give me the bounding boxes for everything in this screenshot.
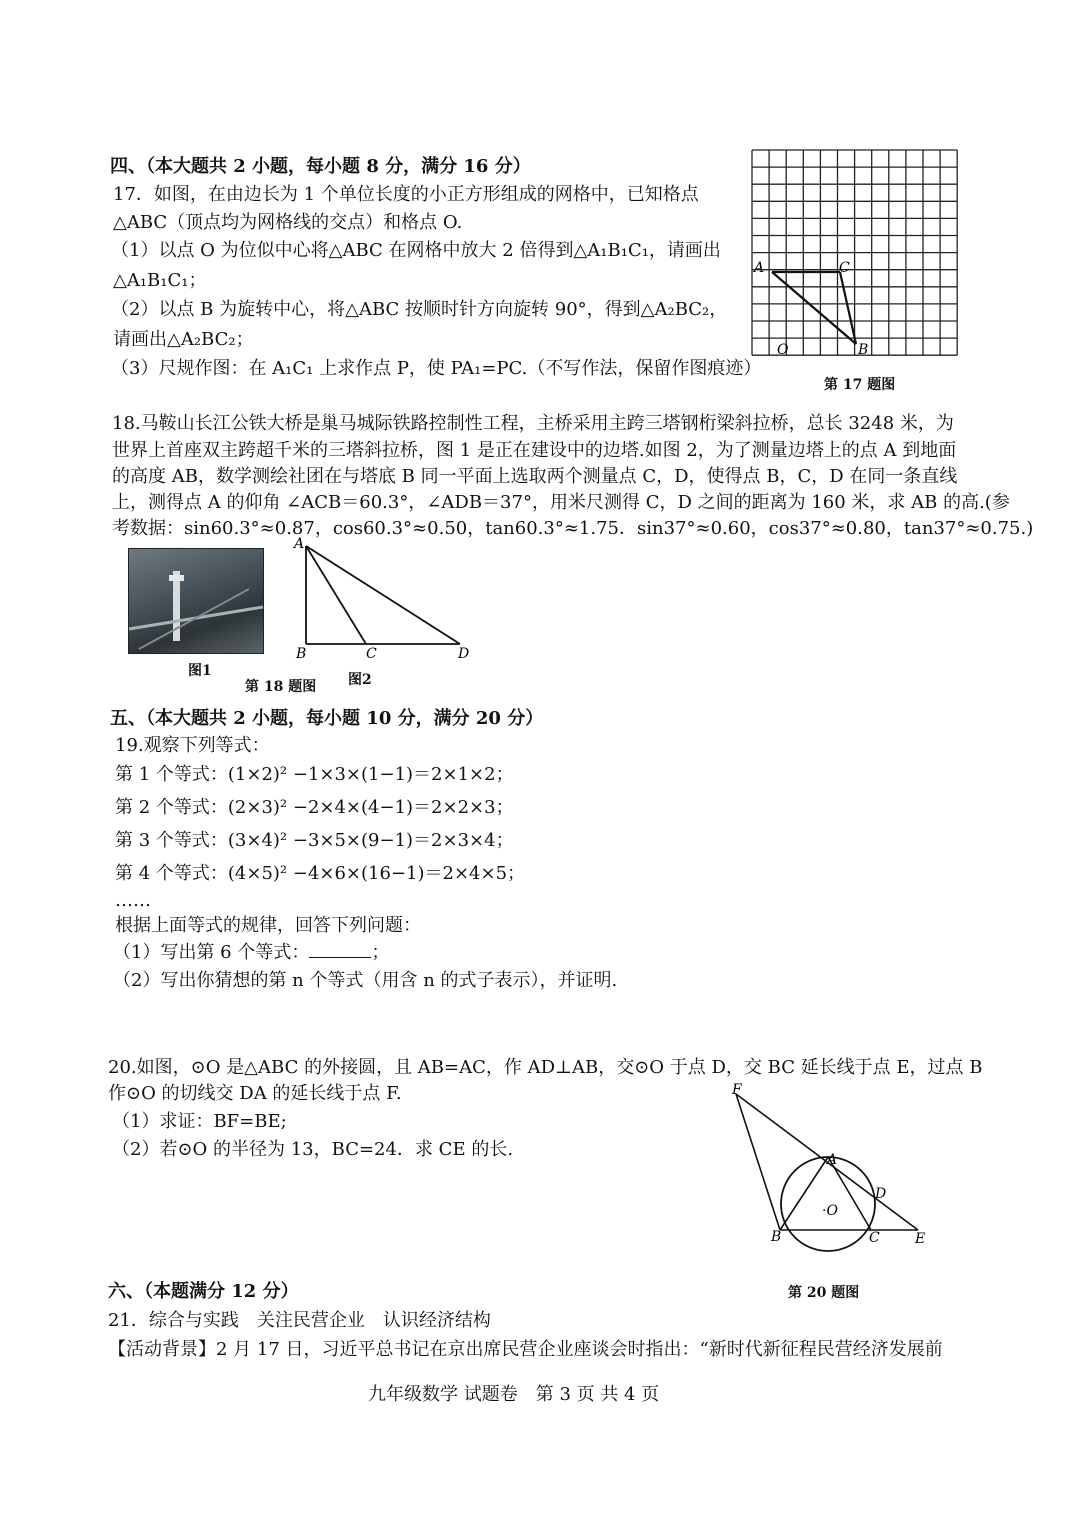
q19-part1-end: ； [371,942,390,963]
q21-title: 21．综合与实践 关注民营企业 认识经济结构 [108,1310,491,1331]
q18-line1: 18.马鞍山长江公铁大桥是巢马城际铁路控制性工程，主桥采用主跨三塔钢桁梁斜拉桥，总长 3248 米，为 [112,413,954,434]
q18-bridge-photo [128,548,264,654]
q18-label-b: B [296,646,307,662]
q19-part2: （2）写出你猜想的第 n 个等式（用含 n 的式子表示），并证明. [113,970,618,991]
q17-grid-figure [748,148,968,364]
q19-equation-3: 第 3 个等式：(3×4)² −3×5×(9−1)＝2×3×4； [115,830,514,851]
q20-label-a: A [827,1152,838,1168]
q19-part1-text: （1）写出第 6 个等式： [113,942,310,963]
q19-ellipsis: …… [115,890,151,911]
q18-line5: 考数据：sin60.3°≈0.87，cos60.3°≈0.50，tan60.3°≈1.75．sin37°≈0.60，cos37°≈0.80，tan37°≈0.75.) [112,518,1034,539]
q17-stem-line1: 17．如图，在由边长为 1 个单位长度的小正方形组成的网格中，已知格点 [113,184,699,205]
q20-label-o: ·O [822,1203,838,1219]
q19-answer-blank[interactable] [309,941,371,958]
q19-intro: 19.观察下列等式： [115,735,270,756]
q20-segment-ab [780,1157,828,1230]
q18-segment-ad [306,546,460,644]
q20-tangent-bf [736,1094,780,1230]
q17-label-c: C [839,260,850,276]
q18-line4: 上，测得点 A 的仰角 ∠ACB＝60.3°，∠ADB＝37°，用米尺测得 C，D 之间的距离为 160 米，求 AB 的高.(参 [112,492,1010,513]
q19-part1 [113,941,389,965]
q20-label-b: B [771,1229,782,1245]
q19-equation-4: 第 4 个等式：(4×5)² −4×6×(16−1)＝2×4×5； [115,863,526,884]
q18-line2: 世界上首座双主跨超千米的三塔斜拉桥，图 1 是正在建设中的边塔.如图 2，为了测量边塔上的点 A 到地面 [112,440,957,461]
page-footer: 九年级数学 试题卷 第 3 页 共 4 页 [368,1384,660,1405]
q20-figure-caption: 第 20 题图 [788,1285,860,1301]
q20-line2: 作⊙O 的切线交 DA 的延长线于点 F. [108,1083,402,1104]
q20-part1: （1）求证：BF=BE; [112,1111,287,1132]
q20-label-e: E [915,1231,926,1247]
q18-segment-ac [306,546,366,644]
q18-line3: 的高度 AB，数学测绘社团在与塔底 B 同一平面上选取两个测量点 C，D，使得点 B，C，D 在同一条直线 [112,466,958,487]
section-5-heading: 五、（本大题共 2 小题，每小题 10 分，满分 20 分） [110,708,544,729]
q20-part2: （2）若⊙O 的半径为 13，BC=24．求 CE 的长. [112,1139,514,1160]
q18-figure-caption: 第 18 题图 [245,679,317,695]
q17-label-a: A [754,260,765,276]
q18-label-c: C [366,646,377,662]
q17-part2-line1: （2）以点 B 为旋转中心，将△ABC 按顺时针方向旋转 90°，得到△A₂BC₂， [111,299,728,320]
q19-equation-2: 第 2 个等式：(2×3)² −2×4×(4−1)＝2×2×3； [115,797,514,818]
q18-fig1-label: 图1 [188,663,212,679]
q20-label-c: C [869,1230,880,1246]
q18-fig2-label: 图2 [348,672,372,688]
section-4-heading: 四、（本大题共 2 小题，每小题 8 分，满分 16 分） [110,156,531,177]
q17-stem-line2: △ABC（顶点均为网格线的交点）和格点 O. [113,212,463,233]
q20-circle-figure [728,1084,938,1264]
section-6-heading: 六、（本题满分 12 分） [108,1281,299,1302]
q18-label-d: D [458,646,470,662]
q19-ask: 根据上面等式的规律，回答下列问题： [115,915,421,936]
q18-triangle-figure [290,536,480,666]
q17-part2-line2: 请画出△A₂BC₂； [113,329,254,350]
q20-label-f: F [732,1082,742,1098]
q19-equation-1: 第 1 个等式：(1×2)² −1×3×(1−1)＝2×1×2； [115,764,514,785]
q17-figure-caption: 第 17 题图 [824,377,896,393]
q20-label-d: D [875,1186,887,1202]
q20-line1: 20.如图，⊙O 是△ABC 的外接圆，且 AB=AC，作 AD⊥AB，交⊙O 于点 D，交 BC 延长线于点 E，过点 B [108,1057,983,1078]
q17-label-o: O [777,342,789,358]
q17-part1-line2: △A₁B₁C₁； [113,270,207,291]
q17-label-b: B [858,342,869,358]
q21-background: 【活动背景】2 月 17 日，习近平总书记在京出席民营企业座谈会时指出：“新时代新征程民营经济发展前 [108,1339,943,1360]
q17-part1-line1: （1）以点 O 为位似中心将△ABC 在网格中放大 2 倍得到△A₁B₁C₁，请画出 [111,240,721,261]
q18-label-a: A [294,536,305,552]
q17-part3: （3）尺规作图：在 A₁C₁ 上求作点 P，使 PA₁=PC.（不写作法，保留作图痕迹） [111,358,762,379]
